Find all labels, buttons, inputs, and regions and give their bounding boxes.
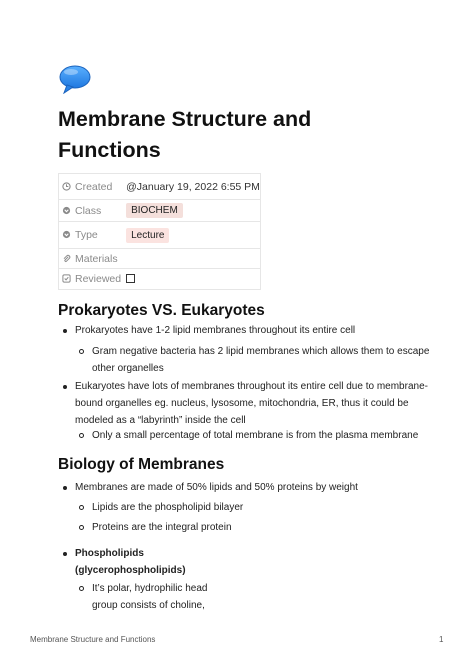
reviewed-checkbox[interactable] — [126, 274, 135, 283]
property-row-class — [59, 200, 261, 222]
property-value-reviewed — [121, 269, 260, 290]
property-value-type[interactable] — [121, 222, 260, 249]
property-row-reviewed — [59, 269, 261, 290]
list-item-line: Eukaryotes have lots of membranes throughout its entire cell due to membrane- — [75, 381, 428, 392]
type-tag: Lecture — [126, 228, 169, 243]
bullet-marker-hollow — [79, 586, 84, 591]
property-row-created — [59, 174, 261, 200]
list-item-line: other organelles — [92, 363, 164, 374]
property-name-created — [59, 174, 122, 200]
bullet-marker-hollow — [79, 525, 84, 530]
property-name-class — [59, 200, 122, 222]
property-name-materials — [59, 249, 122, 269]
list-item — [75, 378, 428, 429]
bullet-marker — [63, 385, 67, 389]
list-item-line: Phospholipids — [75, 548, 144, 559]
page-title-line-2: Functions — [58, 138, 161, 162]
paperclip-icon — [62, 254, 71, 263]
list-item-line: Gram negative bacteria has 2 lipid membranes which allows them to escape — [92, 346, 430, 357]
bullet-marker — [63, 329, 67, 333]
list-item: Only a small percentage of total membrane is from the plasma membrane — [92, 430, 419, 441]
list-item: Prokaryotes have 1-2 lipid membranes throughout its entire cell — [75, 325, 356, 336]
list-item-line: group consists of choline, — [92, 600, 205, 611]
list-item-line: bound organelles eg. nucleus, lysosome, mitochondria, ER, thus it could be — [75, 398, 409, 409]
speech-bubble-icon — [58, 64, 92, 94]
property-label-type: Type — [75, 229, 98, 241]
bullet-marker-hollow — [79, 505, 84, 510]
list-item — [75, 545, 186, 579]
property-label-reviewed: Reviewed — [75, 273, 122, 285]
checkbox-icon — [62, 274, 71, 283]
footer-title: Membrane Structure and Functions — [30, 635, 156, 644]
page-title — [58, 104, 388, 166]
bullet-marker-hollow — [79, 349, 84, 354]
property-name-reviewed — [59, 269, 122, 290]
section-heading-biology: Biology of Membranes — [58, 456, 225, 473]
list-item — [92, 343, 429, 377]
property-row-type — [59, 222, 261, 249]
section-heading-prokaryotes: Prokaryotes VS. Eukaryotes — [58, 302, 265, 319]
page-title-line-1: Membrane Structure and — [58, 107, 312, 131]
list-item-line: It’s polar, hydrophilic head — [92, 583, 208, 594]
select-icon — [62, 230, 71, 239]
properties-table — [58, 173, 261, 290]
clock-icon — [62, 182, 71, 191]
page-number: 1 — [439, 635, 444, 644]
bullet-marker — [63, 486, 67, 490]
list-item-line: (glycerophospholipids) — [75, 565, 186, 576]
list-item: Proteins are the integral protein — [92, 522, 232, 533]
property-value-class[interactable] — [121, 200, 260, 222]
list-item — [92, 580, 207, 614]
property-name-type — [59, 222, 122, 249]
property-row-materials — [59, 249, 261, 269]
property-value-materials[interactable] — [121, 249, 260, 269]
select-icon — [62, 206, 71, 215]
property-label-class: Class — [75, 204, 102, 217]
property-value-created[interactable]: @January 19, 2022 6:55 PM — [121, 174, 260, 200]
list-item-line: modeled as a “labyrinth” inside the cell — [75, 415, 246, 426]
list-item: Membranes are made of 50% lipids and 50% proteins by weight — [75, 482, 358, 493]
class-tag: BIOCHEM — [126, 203, 183, 218]
property-label-materials: Materials — [75, 252, 118, 265]
list-item: Lipids are the phospholipid bilayer — [92, 502, 244, 513]
property-label-created: Created — [75, 180, 113, 193]
bullet-marker — [63, 552, 67, 556]
bullet-marker-hollow — [79, 433, 84, 438]
